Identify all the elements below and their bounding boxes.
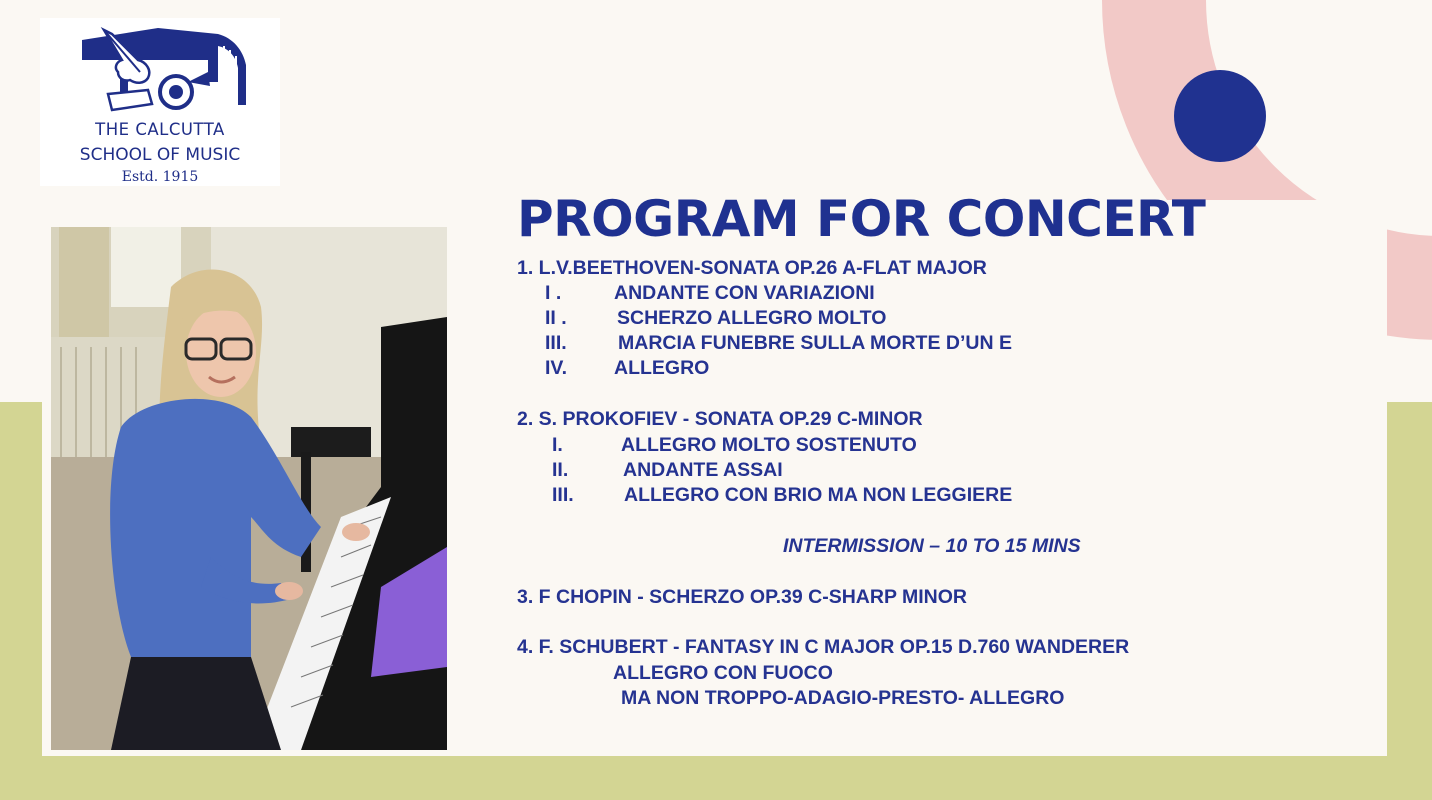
school-logo [40, 18, 280, 186]
logo-name-line1: THE CALCUTTA [95, 120, 225, 139]
program-item-4-line2: ALLEGRO CON FUOCO [613, 662, 833, 684]
movement-number: III. [545, 332, 567, 354]
movement-name: ALLEGRO CON BRIO MA NON LEGGIERE [624, 484, 1013, 506]
decorative-blue-dot [1174, 70, 1266, 162]
movement-number: I . [545, 282, 562, 304]
instruments-emblem-icon [68, 20, 258, 120]
movement-name: SCHERZO ALLEGRO MOLTO [617, 307, 887, 329]
intermission-note: INTERMISSION – 10 TO 15 MINS [783, 535, 1081, 557]
movement-name: ALLEGRO MOLTO SOSTENUTO [621, 434, 917, 456]
movement-name: ALLEGRO [614, 357, 710, 379]
program-item-1-heading: 1. L.V.BEETHOVEN-SONATA OP.26 A-FLAT MAJOR [517, 257, 987, 279]
movement-name: ANDANTE ASSAI [623, 459, 783, 481]
page-title: PROGRAM FOR CONCERT [517, 190, 1206, 248]
logo-established: Estd. 1915 [121, 169, 199, 185]
movement-number: II. [552, 459, 569, 481]
movement-number: I. [552, 434, 563, 456]
pianist-photo [51, 227, 447, 750]
movement-name: MARCIA FUNEBRE SULLA MORTE D’UN E [618, 332, 1012, 354]
program-item-2-heading: 2. S. PROKOFIEV - SONATA OP.29 C-MINOR [517, 408, 923, 430]
program-item-4-heading: 4. F. SCHUBERT - FANTASY IN C MAJOR OP.15 D.760 WANDERER [517, 636, 1130, 658]
movement-number: III. [552, 484, 574, 506]
movement-number: IV. [545, 357, 568, 379]
program-item-4-line3: MA NON TROPPO-ADAGIO-PRESTO- ALLEGRO [621, 687, 1065, 709]
movement-name: ANDANTE CON VARIAZIONI [614, 282, 875, 304]
program-item-3-heading: 3. F CHOPIN - SCHERZO OP.39 C-SHARP MINOR [517, 586, 968, 608]
logo-name-line2: SCHOOL OF MUSIC [79, 145, 241, 165]
movement-number: II . [545, 307, 567, 329]
